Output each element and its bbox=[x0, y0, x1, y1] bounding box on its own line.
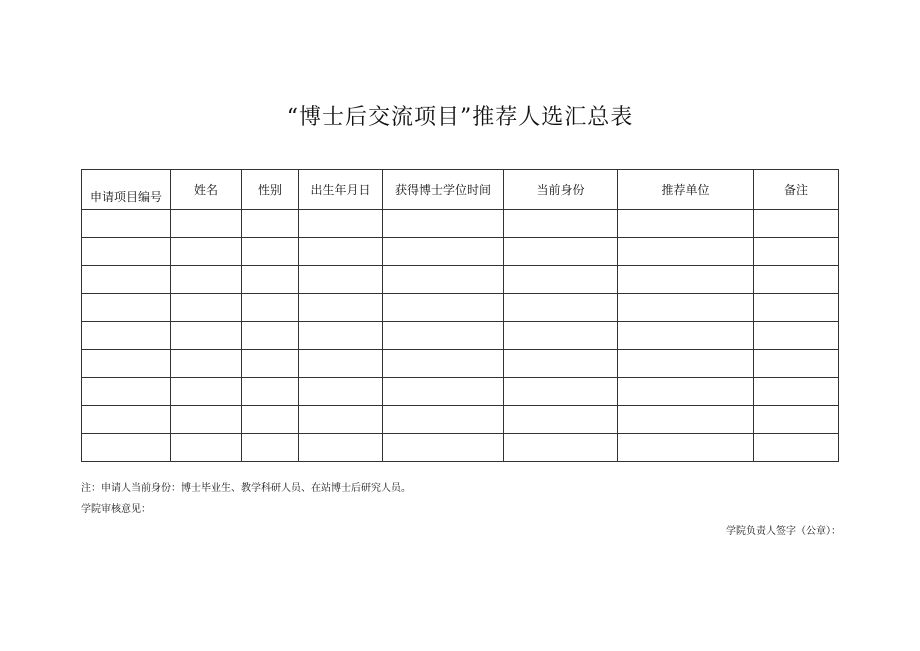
table-cell[interactable] bbox=[504, 434, 618, 462]
table-cell[interactable] bbox=[171, 294, 242, 322]
table-cell[interactable] bbox=[82, 210, 171, 238]
table-cell[interactable] bbox=[171, 238, 242, 266]
table-cell[interactable] bbox=[299, 378, 383, 406]
table-row bbox=[82, 294, 839, 322]
table-cell[interactable] bbox=[242, 434, 299, 462]
table-header-row bbox=[82, 170, 839, 210]
table-cell[interactable] bbox=[754, 322, 839, 350]
table-cell[interactable] bbox=[242, 322, 299, 350]
column-header-recommending-unit: 推荐单位 bbox=[618, 170, 754, 210]
table-cell[interactable] bbox=[618, 266, 754, 294]
table-cell[interactable] bbox=[504, 266, 618, 294]
table-cell[interactable] bbox=[618, 406, 754, 434]
table-cell[interactable] bbox=[299, 434, 383, 462]
table-cell[interactable] bbox=[82, 322, 171, 350]
page-title: “博士后交流项目”推荐人选汇总表 bbox=[286, 105, 634, 130]
table-cell[interactable] bbox=[242, 238, 299, 266]
table-cell[interactable] bbox=[171, 350, 242, 378]
table-cell[interactable] bbox=[242, 378, 299, 406]
signature-label: 学院负责人签字（公章）： bbox=[726, 526, 841, 537]
table-cell[interactable] bbox=[383, 322, 504, 350]
review-opinion-label: 学院审核意见： bbox=[81, 504, 151, 515]
table-cell[interactable] bbox=[383, 266, 504, 294]
table-cell[interactable] bbox=[618, 238, 754, 266]
table-cell[interactable] bbox=[82, 406, 171, 434]
table-cell[interactable] bbox=[299, 210, 383, 238]
column-header-gender: 性别 bbox=[242, 170, 299, 210]
table-cell[interactable] bbox=[82, 350, 171, 378]
table-row bbox=[82, 406, 839, 434]
table-cell[interactable] bbox=[504, 238, 618, 266]
table-cell[interactable] bbox=[383, 378, 504, 406]
table-cell[interactable] bbox=[618, 210, 754, 238]
table-cell[interactable] bbox=[383, 350, 504, 378]
table-row bbox=[82, 350, 839, 378]
column-header-current-status: 当前身份 bbox=[504, 170, 618, 210]
table-cell[interactable] bbox=[504, 210, 618, 238]
table-cell[interactable] bbox=[242, 266, 299, 294]
table-cell[interactable] bbox=[82, 266, 171, 294]
table-cell[interactable] bbox=[754, 266, 839, 294]
column-header-name: 姓名 bbox=[171, 170, 242, 210]
table-cell[interactable] bbox=[504, 350, 618, 378]
table-cell[interactable] bbox=[618, 294, 754, 322]
table-body bbox=[82, 210, 839, 462]
table-cell[interactable] bbox=[618, 378, 754, 406]
summary-table bbox=[81, 169, 839, 462]
table-cell[interactable] bbox=[242, 210, 299, 238]
table-row bbox=[82, 266, 839, 294]
table-cell[interactable] bbox=[383, 210, 504, 238]
column-header-remarks: 备注 bbox=[754, 170, 839, 210]
table-cell[interactable] bbox=[171, 406, 242, 434]
table-row bbox=[82, 378, 839, 406]
table-cell[interactable] bbox=[383, 406, 504, 434]
table-cell[interactable] bbox=[82, 238, 171, 266]
table-cell[interactable] bbox=[299, 238, 383, 266]
table-cell[interactable] bbox=[299, 406, 383, 434]
table-cell[interactable] bbox=[504, 322, 618, 350]
table-cell[interactable] bbox=[171, 322, 242, 350]
table-cell[interactable] bbox=[171, 266, 242, 294]
table-cell[interactable] bbox=[754, 434, 839, 462]
column-header-birth-date: 出生年月日 bbox=[299, 170, 383, 210]
table-cell[interactable] bbox=[82, 434, 171, 462]
table-cell[interactable] bbox=[299, 294, 383, 322]
column-header-phd-date: 获得博士学位时间 bbox=[383, 170, 504, 210]
status-note: 注：申请人当前身份：博士毕业生、教学科研人员、在站博士后研究人员。 bbox=[81, 483, 411, 494]
table-cell[interactable] bbox=[171, 210, 242, 238]
table-cell[interactable] bbox=[171, 378, 242, 406]
table-row bbox=[82, 322, 839, 350]
table-cell[interactable] bbox=[754, 378, 839, 406]
table-cell[interactable] bbox=[618, 322, 754, 350]
table-cell[interactable] bbox=[383, 238, 504, 266]
table-cell[interactable] bbox=[754, 294, 839, 322]
table-cell[interactable] bbox=[171, 434, 242, 462]
table-cell[interactable] bbox=[618, 350, 754, 378]
table-cell[interactable] bbox=[383, 434, 504, 462]
table-cell[interactable] bbox=[504, 294, 618, 322]
table-cell[interactable] bbox=[754, 210, 839, 238]
table-cell[interactable] bbox=[383, 294, 504, 322]
table-cell[interactable] bbox=[299, 266, 383, 294]
table-cell[interactable] bbox=[754, 406, 839, 434]
table-cell[interactable] bbox=[242, 406, 299, 434]
column-header-project-number: 申请项目编号 bbox=[82, 170, 171, 210]
table-cell[interactable] bbox=[299, 350, 383, 378]
table-cell[interactable] bbox=[504, 406, 618, 434]
table-row bbox=[82, 434, 839, 462]
table-cell[interactable] bbox=[754, 350, 839, 378]
table-row bbox=[82, 210, 839, 238]
table-cell[interactable] bbox=[504, 378, 618, 406]
table-cell[interactable] bbox=[754, 238, 839, 266]
table-cell[interactable] bbox=[82, 294, 171, 322]
table-row bbox=[82, 238, 839, 266]
table-cell[interactable] bbox=[242, 350, 299, 378]
table-cell[interactable] bbox=[299, 322, 383, 350]
table-cell[interactable] bbox=[618, 434, 754, 462]
table-cell[interactable] bbox=[242, 294, 299, 322]
table-cell[interactable] bbox=[82, 378, 171, 406]
